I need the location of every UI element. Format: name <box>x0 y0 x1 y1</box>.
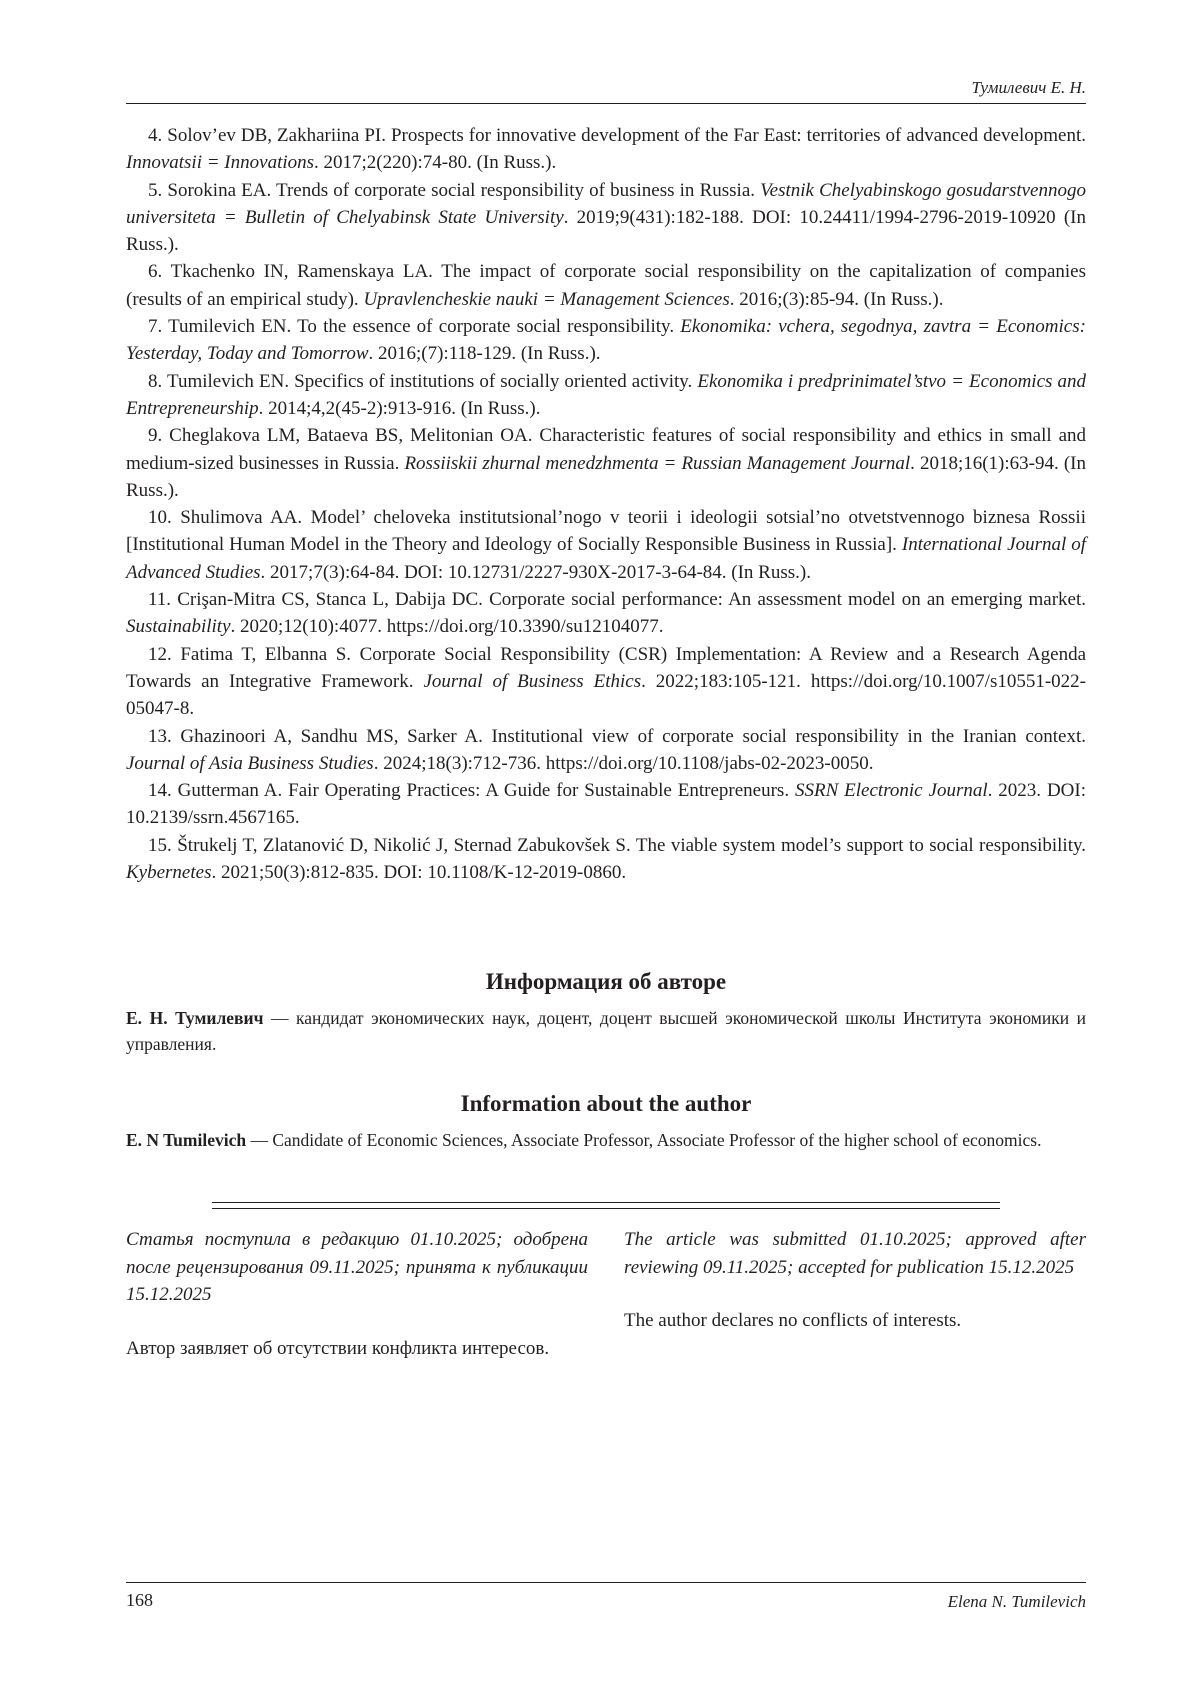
reference-details: . 2020;12(10):4077. https://doi.org/10.3390/su12104077. <box>230 616 664 638</box>
reference-details: . 2016;(3):85-94. (In Russ.). <box>729 288 944 310</box>
author-info-ru <box>126 969 1086 1057</box>
article-dates-en: The article was submitted 01.10.2025; approved after reviewing 09.11.2025; accepted for publication 15.12.2025 <box>624 1229 1086 1278</box>
reference-text: Sorokina EA. Trends of corporate social responsibility of business in Russia. <box>167 179 761 201</box>
author-description-en: — Candidate of Economic Sciences, Associate Professor, Associate Professor of the higher school of economics. <box>246 1130 1042 1150</box>
conflict-statement-en: The author declares no conflicts of interests. <box>624 1310 962 1331</box>
reference-details: . 2022;183:105-121. https://doi.org/10.1007/s10551-022-05047-8. <box>126 670 1087 720</box>
reference-journal: International Journal of Advanced Studies <box>126 534 1086 583</box>
author-name-ru: Е. Н. Тумилевич <box>126 1008 264 1028</box>
reference-journal: Sustainability <box>126 616 231 638</box>
author-name-en: E. N Tumilevich <box>126 1130 247 1150</box>
reference-item <box>126 723 1086 778</box>
meta-column-en <box>624 1226 1086 1362</box>
reference-item <box>126 258 1086 313</box>
reference-item <box>126 368 1086 423</box>
reference-item <box>126 832 1086 887</box>
reference-item <box>126 422 1086 504</box>
reference-details: . 2016;(7):118-129. (In Russ.). <box>368 343 601 365</box>
reference-number: 11. <box>148 589 172 611</box>
reference-journal: Ekonomika: vchera, segodnya, zavtra = Economics: Yesterday, Today and Tomorrow <box>126 316 1086 365</box>
reference-text: Fatima T, Elbanna S. Corporate Social Responsibility (CSR) Implementation: A Review and a Research Agenda Towards an Integrative Framework. <box>126 643 1087 692</box>
reference-details: . 2019;9(431):182-188. DOI: 10.24411/1994-2796-2019-10920 (In Russ.). <box>126 206 1086 256</box>
header-rule <box>126 103 1086 104</box>
reference-item <box>126 641 1086 723</box>
section-title-en: Information about the author <box>460 1091 752 1116</box>
reference-number: 15. <box>148 834 172 856</box>
reference-item <box>126 122 1086 177</box>
reference-item <box>126 777 1086 832</box>
reference-text: Crişan-Mitra CS, Stanca L, Dabija DC. Corporate social performance: An assessment model on an emerging market. <box>177 589 1087 611</box>
reference-number: 6. <box>148 261 163 283</box>
reference-number: 4. <box>148 125 163 146</box>
reference-details: . 2023. DOI: 10.2139/ssrn.4567165. <box>126 780 1086 829</box>
reference-details: . 2014;4,2(45-2):913-916. (In Russ.). <box>258 397 541 419</box>
reference-number: 7. <box>148 316 163 338</box>
reference-number: 9. <box>148 425 163 447</box>
reference-item <box>126 177 1086 259</box>
reference-details: . 2024;18(3):712-736. https://doi.org/10.1108/jabs-02-2023-0050. <box>373 752 874 774</box>
reference-journal: Journal of Business Ethics <box>423 670 642 692</box>
meta-column-ru <box>126 1226 588 1362</box>
reference-text: Tumilevich EN. To the essence of corporate social responsibility. <box>168 316 681 338</box>
reference-text: Štrukelj T, Zlatanović D, Nikolić J, Sternad Zabukovšek S. The viable system model’s support to social responsibility. <box>177 834 1087 856</box>
running-head: Тумилевич Е. Н. <box>971 78 1086 97</box>
reference-details: . 2017;7(3):64-84. DOI: 10.12731/2227-930X-2017-3-64-84. (In Russ.). <box>260 561 811 583</box>
reference-item <box>126 313 1086 368</box>
footer-author: Elena N. Tumilevich <box>947 1592 1086 1611</box>
page <box>126 0 1086 1697</box>
reference-text: Ghazinoori A, Sandhu MS, Sarker A. Institutional view of corporate social responsibility in the Iranian context. <box>180 725 1086 747</box>
reference-details: . 2021;50(3):812-835. DOI: 10.1108/K-12-2019-0860. <box>211 862 627 884</box>
reference-number: 13. <box>148 725 172 747</box>
reference-item <box>126 504 1086 586</box>
reference-item <box>126 586 1086 641</box>
reference-text: Gutterman A. Fair Operating Practices: A Guide for Sustainable Entrepreneurs. <box>177 780 795 802</box>
reference-journal: Upravlencheskie nauki = Management Sciences <box>363 288 730 310</box>
reference-journal: Ekonomika i predprinimatel’stvo = Economics and Entrepreneurship <box>126 370 1086 419</box>
reference-number: 14. <box>148 780 172 802</box>
reference-number: 10. <box>148 507 172 529</box>
section-title-ru: Информация об авторе <box>485 969 727 994</box>
reference-list <box>126 122 1086 886</box>
conflict-statement-ru: Автор заявляет об отсутствии конфликта интересов. <box>126 1337 550 1359</box>
reference-details: . 2017;2(220):74-80. (In Russ.). <box>314 152 557 174</box>
reference-journal: SSRN Electronic Journal <box>794 780 988 802</box>
article-meta <box>126 1226 1086 1362</box>
reference-journal: Kybernetes <box>126 862 212 884</box>
reference-journal: Vestnik Chelyabinskogo gosudarstvennogo universiteta = Bulletin of Chelyabinsk State University <box>126 179 1086 228</box>
reference-number: 5. <box>148 179 163 201</box>
reference-journal: Journal of Asia Business Studies <box>126 752 374 774</box>
reference-journal: Rossiiskii zhurnal menedzhmenta = Russian Management Journal <box>404 452 911 474</box>
reference-text: Shulimova AA. Model’ cheloveka institutsional’nogo v teorii i ideologii sotsial’no otvetstvennogo biznesa Rossii [Institutional Human Model in the Theory and Ideology of Socially Responsible Business in Russia]. <box>126 507 1086 556</box>
reference-text: Solov’ev DB, Zakhariina PI. Prospects for innovative development of the Far East: territories of advanced development. <box>167 125 1087 146</box>
author-bio-en <box>126 1127 1086 1153</box>
reference-number: 12. <box>148 643 172 665</box>
author-description-ru: — кандидат экономических наук, доцент, доцент высшей экономической школы Института экономики и управления. <box>126 1008 1086 1054</box>
reference-details: . 2018;16(1):63-94. (In Russ.). <box>126 452 1086 501</box>
reference-text: Cheglakova LM, Bataeva BS, Melitonian OA. Characteristic features of social responsibility and ethics in small and medium-sized businesses in Russia. <box>126 425 1086 474</box>
author-info-en <box>126 1091 1086 1153</box>
article-dates-ru: Статья поступила в редакцию 01.10.2025; одобрена после рецензирования 09.11.2025; принята к публикации 15.12.2025 <box>126 1229 588 1305</box>
double-divider <box>212 1202 1000 1209</box>
footer-rule <box>126 1582 1086 1583</box>
reference-text: Tumilevich EN. Specifics of institutions of socially oriented activity. <box>167 370 698 392</box>
author-bio-ru <box>126 1005 1086 1057</box>
reference-journal: Innovatsii = Innovations <box>126 152 315 174</box>
reference-text: Tkachenko IN, Ramenskaya LA. The impact of corporate social responsibility on the capitalization of companies (results of an empirical study). <box>126 261 1086 310</box>
page-number: 168 <box>126 1590 153 1610</box>
reference-number: 8. <box>148 370 163 392</box>
